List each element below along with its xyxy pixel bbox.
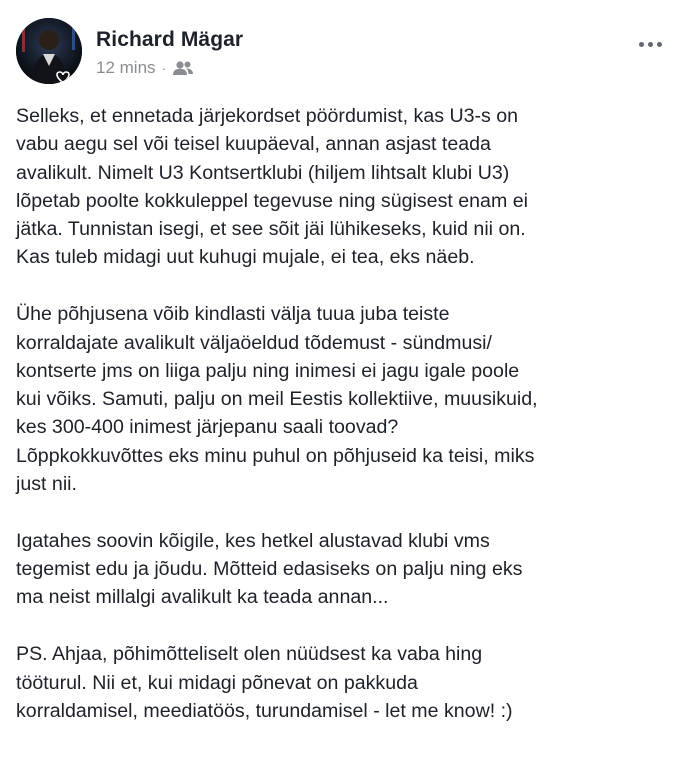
post-paragraph-3 <box>16 527 676 612</box>
text-line: Kas tuleb midagi uut kuhugi mujale, ei tea, eks näeb. <box>16 246 475 269</box>
text-line: PS. Ahjaa, põhimõtteliselt olen nüüdsest ka vaba hing <box>16 643 483 666</box>
more-dot <box>657 42 662 47</box>
text-line: just nii. <box>16 473 77 496</box>
text-line: korraldamisel, meediatöös, turundamisel - let me know! :) <box>16 699 513 722</box>
friends-icon[interactable] <box>172 60 194 76</box>
text-line: Selleks, et ennetada järjekordset pöördumist, kas U3-s on <box>16 105 519 127</box>
post-timestamp[interactable]: 12 mins <box>96 58 156 77</box>
text-line: kontserte jms on liiga palju ning inimesi ei jagu igale poole <box>16 359 520 382</box>
profile-photo-avatar-icon <box>16 18 82 84</box>
text-line: ma neist millalgi avalikult ka teada annan... <box>16 586 389 609</box>
post-paragraph-2 <box>16 300 676 498</box>
text-line: tööturul. Nii et, kui midagi põnevat on pakkuda <box>16 671 418 694</box>
author-name[interactable]: Richard Mägar <box>96 28 244 51</box>
text-line: Lõppkokkuvõttes eks minu puhul on põhjuseid ka teisi, miks <box>16 444 535 467</box>
meta-separator: · <box>161 60 167 76</box>
text-line: kui võiks. Samuti, palju on meil Eestis kollektiive, muusikuid, <box>16 388 538 411</box>
post-paragraph-4 <box>16 640 676 725</box>
text-line: avalikult. Nimelt U3 Kontsertklubi (hiljem lihtsalt klubi U3) <box>16 161 510 184</box>
post-body <box>16 102 676 725</box>
text-line: jätka. Tunnistan isegi, et see sõit jäi lühikeseks, kuid nii on. <box>16 218 526 241</box>
post-header <box>16 18 671 90</box>
more-dot <box>639 42 644 47</box>
text-line: vabu aegu sel või teisel kuupäeval, annan asjast teada <box>16 133 491 156</box>
author-avatar[interactable] <box>16 18 82 84</box>
more-dot <box>648 42 653 47</box>
text-line: Igatahes soovin kõigile, kes hetkel alustavad klubi vms <box>16 529 490 552</box>
text-line: tegemist edu ja jõudu. Mõtteid edasiseks on palju ning eks <box>16 558 523 581</box>
text-line: lõpetab poolte kokkuleppel tegevuse ning sügisest enam ei <box>16 189 528 212</box>
post-meta <box>96 58 194 78</box>
text-line: korraldajate avalikult väljaöeldud tõdemust - sündmusi/ <box>16 331 492 354</box>
text-line: kes 300-400 inimest järjepanu saali toovad? <box>16 416 399 439</box>
more-options-icon[interactable] <box>633 32 667 56</box>
post-paragraph-1 <box>16 102 676 272</box>
text-line: Ühe põhjusena võib kindlasti välja tuua juba teiste <box>16 303 450 326</box>
